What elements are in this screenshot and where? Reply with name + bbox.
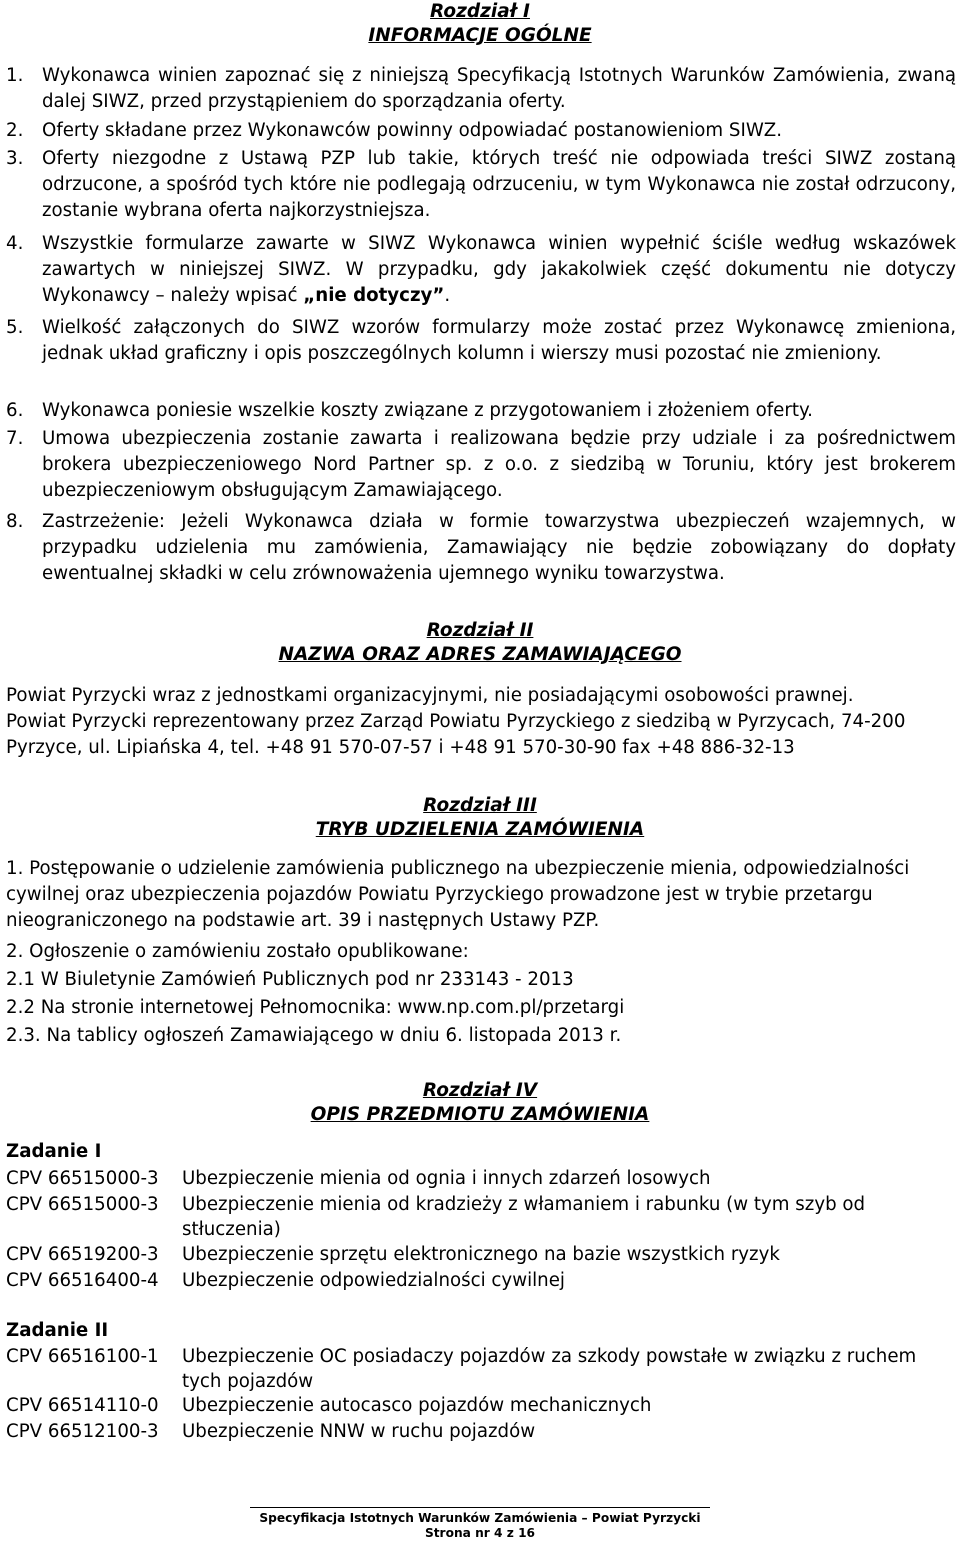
ch1-item-7 bbox=[6, 426, 956, 505]
item-number: 3. bbox=[6, 148, 24, 169]
ch3-line-2-2: 2.2 Na stronie internetowej Pełnomocnika: www.np.com.pl/przetargi bbox=[6, 997, 625, 1018]
chapter-3-subtitle: TRYB UDZIELENIA ZAMÓWIENIA bbox=[315, 819, 645, 840]
cpv-row bbox=[6, 1166, 956, 1191]
item-text: Wielkość załączonych do SIWZ wzorów formularzy może zostać przez Wykonawcę zmieniona, jednak układ graficzny i opis poszczególnych kolumn i wierszy musi pozostać nie zmieniony. bbox=[42, 317, 956, 365]
item-number: 7. bbox=[6, 428, 24, 449]
ch3-line-2-1: 2.1 W Biuletynie Zamówień Publicznych pod nr 233143 - 2013 bbox=[6, 969, 574, 990]
ch1-item-6 bbox=[6, 398, 956, 424]
ch1-item-1 bbox=[6, 63, 956, 115]
item-text: Wykonawca winien zapoznać się z niniejszą Specyfikacją Istotnych Warunków Zamówienia, zwaną dalej SIWZ, przed przystąpieniem do sporządzania oferty. bbox=[42, 65, 956, 113]
cpv-row bbox=[6, 1242, 956, 1267]
item-text-part: Wszystkie formularze zawarte w SIWZ Wykonawca winien wypełnić ściśle według wskazówek zawartych w niniejszej SIWZ. W przypadku, gdy jakakolwiek część dokumentu nie dotyczy Wykonawcy – należy wpisać bbox=[42, 233, 956, 307]
cpv-description: Ubezpieczenie OC posiadaczy pojazdów za szkody powstałe w związku z ruchem tych pojazdów bbox=[182, 1346, 917, 1392]
ch1-item-5 bbox=[6, 315, 956, 367]
chapter-4-subtitle: OPIS PRZEDMIOTU ZAMÓWIENIA bbox=[310, 1104, 650, 1125]
chapter-1-subtitle: INFORMACJE OGÓLNE bbox=[368, 25, 592, 46]
cpv-row bbox=[6, 1393, 956, 1418]
ch1-item-3 bbox=[6, 146, 956, 225]
ch2-paragraph-1: Powiat Pyrzycki wraz z jednostkami organizacyjnymi, nie posiadającymi osobowości prawnej. bbox=[6, 685, 854, 706]
item-number: 4. bbox=[6, 233, 24, 254]
item-text: Umowa ubezpieczenia zostanie zawarta i realizowana będzie przy udziale i za pośrednictwem brokera ubezpieczeniowego Nord Partner sp. z o.o. z siedzibą w Toruniu, który jest brokerem ubezpieczeniowym obsługującym Zamawiającego. bbox=[42, 428, 956, 502]
chapter-3-heading bbox=[0, 794, 960, 842]
chapter-1-heading bbox=[0, 0, 960, 48]
item-text bbox=[42, 231, 956, 310]
chapter-2-subtitle: NAZWA ORAZ ADRES ZAMAWIAJĄCEGO bbox=[278, 644, 682, 665]
cpv-description: Ubezpieczenie odpowiedzialności cywilnej bbox=[182, 1270, 565, 1291]
item-text: Oferty składane przez Wykonawców powinny odpowiadać postanowieniom SIWZ. bbox=[42, 120, 783, 141]
footer-divider bbox=[250, 1507, 710, 1508]
ch1-item-2 bbox=[6, 118, 956, 144]
item-number: 8. bbox=[6, 511, 24, 532]
cpv-description: Ubezpieczenie mienia od kradzieży z włamaniem i rabunku (w tym szyb od stłuczenia) bbox=[182, 1194, 866, 1240]
chapter-4-heading bbox=[0, 1079, 960, 1127]
cpv-description: Ubezpieczenie mienia od ognia i innych zdarzeń losowych bbox=[182, 1168, 711, 1189]
chapter-3-title: Rozdział III bbox=[423, 795, 537, 816]
item-text-end: . bbox=[444, 285, 451, 307]
cpv-code: CPV 66516100-1 bbox=[6, 1346, 159, 1367]
cpv-row bbox=[6, 1192, 956, 1242]
cpv-row bbox=[6, 1344, 956, 1394]
ch2-paragraph-2: Powiat Pyrzycki reprezentowany przez Zarząd Powiatu Pyrzyckiego z siedzibą w Pyrzycach, 74-200 Pyrzyce, ul. Lipiańska 4, tel. +48 91 570-07-57 i +48 91 570-30-90 fax +48 886-32-13 bbox=[6, 711, 906, 759]
cpv-code: CPV 66515000-3 bbox=[6, 1168, 159, 1189]
item-text: Wykonawca poniesie wszelkie koszty związane z przygotowaniem i złożeniem oferty. bbox=[42, 400, 813, 421]
item-number: 6. bbox=[6, 400, 24, 421]
item-number: 1. bbox=[6, 65, 24, 86]
cpv-code: CPV 66519200-3 bbox=[6, 1244, 159, 1265]
cpv-code: CPV 66514110-0 bbox=[6, 1395, 159, 1416]
chapter-2-title: Rozdział II bbox=[426, 620, 534, 641]
item-text-bold: „nie dotyczy” bbox=[303, 285, 445, 307]
cpv-code: CPV 66516400-4 bbox=[6, 1270, 159, 1291]
item-number: 2. bbox=[6, 120, 24, 141]
chapter-2-heading bbox=[0, 619, 960, 667]
ch3-paragraph-1: 1. Postępowanie o udzielenie zamówienia publicznego na ubezpieczenie mienia, odpowiedzialności cywilnej oraz ubezpieczenia pojazdów Powiatu Pyrzyckiego prowadzone jest w trybie przetargu nieograniczonego na podstawie art. 39 i następnych Ustawy PZP. bbox=[6, 858, 910, 932]
ch3-line-2: 2. Ogłoszenie o zamówieniu zostało opublikowane: bbox=[6, 941, 469, 962]
cpv-description: Ubezpieczenie autocasco pojazdów mechanicznych bbox=[182, 1395, 652, 1416]
cpv-code: CPV 66515000-3 bbox=[6, 1194, 159, 1215]
cpv-row bbox=[6, 1419, 956, 1444]
cpv-description: Ubezpieczenie NNW w ruchu pojazdów bbox=[182, 1421, 536, 1442]
footer-page-number: Strona nr 4 z 16 bbox=[424, 1526, 536, 1540]
task-1-title: Zadanie I bbox=[6, 1141, 102, 1162]
footer-title: Specyfikacja Istotnych Warunków Zamówienia – Powiat Pyrzycki bbox=[259, 1511, 701, 1525]
chapter-1-title: Rozdział I bbox=[430, 1, 530, 22]
ch1-item-4 bbox=[6, 231, 956, 310]
ch3-line-2-3: 2.3. Na tablicy ogłoszeń Zamawiającego w dniu 6. listopada 2013 r. bbox=[6, 1025, 622, 1046]
item-text: Oferty niezgodne z Ustawą PZP lub takie, których treść nie odpowiada treści SIWZ zostaną odrzucone, a spośród tych które nie podlegają odrzuceniu, w tym Wykonawca nie został odrzucony, zostanie wybrana oferta najkorzystniejsza. bbox=[42, 148, 956, 222]
cpv-code: CPV 66512100-3 bbox=[6, 1421, 159, 1442]
cpv-row bbox=[6, 1268, 956, 1293]
item-text: Zastrzeżenie: Jeżeli Wykonawca działa w formie towarzystwa ubezpieczeń wzajemnych, w przypadku udzielenia mu zamówienia, Zamawiający nie będzie zobowiązany do dopłaty ewentualnej składki w celu zrównoważenia ujemnego wyniku towarzystwa. bbox=[42, 511, 956, 585]
cpv-description: Ubezpieczenie sprzętu elektronicznego na bazie wszystkich ryzyk bbox=[182, 1244, 780, 1265]
chapter-4-title: Rozdział IV bbox=[422, 1080, 538, 1101]
task-2-title: Zadanie II bbox=[6, 1320, 109, 1341]
item-number: 5. bbox=[6, 317, 24, 338]
ch1-item-8 bbox=[6, 509, 956, 588]
